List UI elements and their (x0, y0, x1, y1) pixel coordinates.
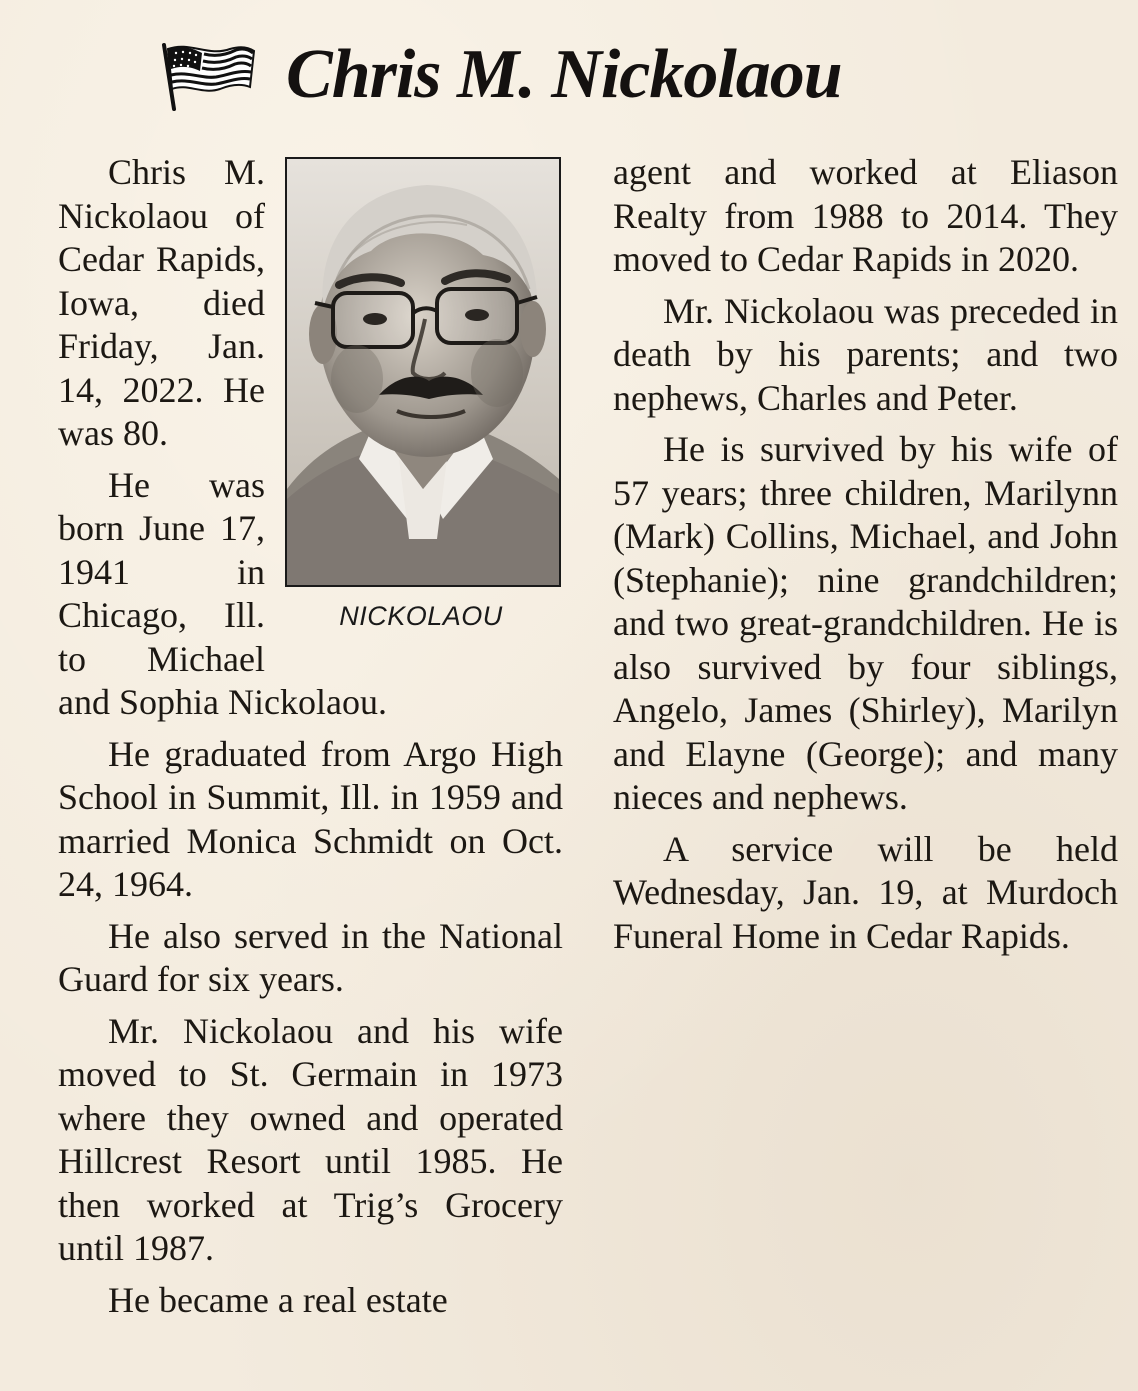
obituary-paragraph: He graduated from Argo High School in Summit, Ill. in 1959 and married Monica Schmidt on Oct. 24, 1964. (58, 733, 563, 904)
obituary-paragraph: He also served in the National Guard for six years. (58, 915, 563, 999)
obituary-paragraph: Mr. Nickolaou and his wife moved to St. Germain in 1973 where they owned and operated Hillcrest Resort until 1985. He then worked at Trig’s Grocery until 1987. (58, 1010, 563, 1268)
portrait-photo (285, 157, 561, 587)
portrait-block (279, 157, 563, 649)
american-flag-icon (150, 39, 258, 111)
obituary-paragraph: agent and worked at Eliason Realty from 1988 to 2014. They moved to Cedar Rapids in 2020. (613, 152, 1118, 279)
obituary-paragraph: Chris M. Nickolaou of Cedar Rapids, Iowa, died Friday, Jan. 14, 2022. He was 80. (58, 152, 265, 453)
obituary-paragraph: He became a real estate (108, 1279, 448, 1320)
obituary-paragraph: He is survived by his wife of 57 years; three children, Marilynn (Mark) Collins, Michael, and John (Stephanie); nine grandchildren; and two great-grandchildren. He is also survived by four siblings, Angelo, James (Shirley), Marilyn and Elayne (George); and many nieces and nephews. (613, 429, 1118, 817)
obituary-paragraph: Mr. Nickolaou was preceded in death by his parents; and two nephews, Charles and Peter. (613, 290, 1118, 418)
article-column-left (58, 151, 563, 1330)
article-column-right (613, 151, 1118, 966)
obituary-paragraph: He was born June 17, 1941 in Chicago, Ill. to Michael and Sophia Nickolaou. (58, 464, 387, 722)
obituary-paragraph: A service will be held Wednesday, Jan. 19, at Murdoch Funeral Home in Cedar Rapids. (613, 828, 1118, 956)
portrait-image (287, 159, 559, 585)
obituary-header (150, 30, 842, 120)
headline: Chris M. Nickolaou (286, 36, 842, 113)
photo-caption: NICKOLAOU (339, 601, 503, 631)
